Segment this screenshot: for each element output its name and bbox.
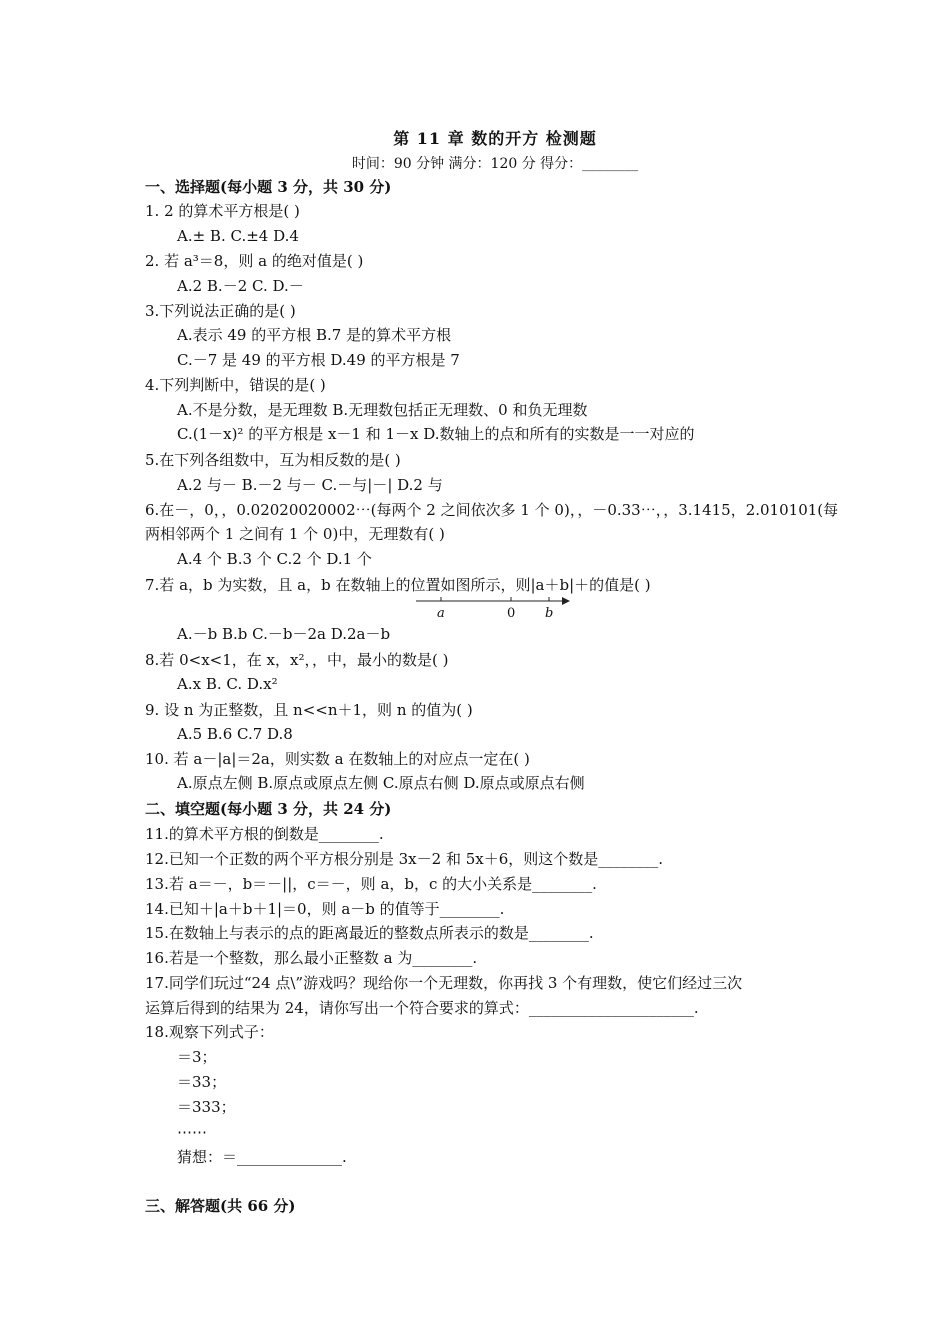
question-15: 15.在数轴上与表示的点的距离最近的整数点所表示的数是________. [145, 924, 594, 942]
question-9-options: A.5 B.6 C.7 D.8 [177, 725, 293, 743]
question-7-options: A.－b B.b C.－b－2a D.2a－b [177, 625, 391, 643]
page-title: 第 11 章 数的开方 检测题 [393, 129, 597, 148]
question-8: 8.若 0<x<1，在 x，x²，，中，最小的数是( ) [145, 651, 449, 669]
question-4-options-1: A.不是分数，是无理数 B.无理数包括正无理数、0 和负无理数 [177, 401, 588, 419]
question-6-options: A.4 个 B.3 个 C.2 个 D.1 个 [177, 550, 372, 568]
question-3-options-1: A.表示 49 的平方根 B.7 是的算术平方根 [177, 326, 452, 344]
number-line-arrow [562, 597, 570, 605]
label-b: b [545, 606, 554, 621]
question-6-line-2: 两相邻两个 1 之间有 1 个 0)中，无理数有( ) [145, 525, 445, 543]
label-a: a [437, 606, 445, 621]
question-16: 16.若是一个整数，那么最小正整数 a 为________. [145, 949, 478, 967]
pattern-line-3: ＝333； [177, 1098, 236, 1116]
pattern-line-1: ＝3； [177, 1048, 217, 1066]
pattern-line-2: ＝33； [177, 1073, 227, 1091]
question-11: 11.的算术平方根的倒数是________. [145, 825, 384, 843]
section-heading-fill: 二、填空题(每小题 3 分，共 24 分) [145, 800, 392, 818]
question-1: 1. 2 的算术平方根是( ) [145, 202, 300, 220]
question-3-options-2: C.－7 是 49 的平方根 D.49 的平方根是 7 [177, 351, 460, 369]
question-1-options: A.± B. C.±4 D.4 [177, 227, 299, 245]
question-4: 4.下列判断中，错误的是( ) [145, 376, 326, 394]
question-2-options: A.2 B.－2 C. D.－ [177, 277, 304, 295]
question-9: 9. 设 n 为正整数，且 n<<n＋1，则 n 的值为( ) [145, 701, 473, 719]
label-zero: 0 [507, 606, 516, 621]
question-17-line-1: 17.同学们玩过“24 点\”游戏吗？现给你一个无理数，你再找 3 个有理数，使它们经过三次 [145, 974, 743, 992]
question-17-line-2: 运算后得到的结果为 24，请你写出一个符合要求的算式：______________________. [145, 999, 699, 1017]
question-8-options: A.x B. C. D.x² [177, 675, 278, 693]
question-7: 7.若 a，b 为实数，且 a，b 在数轴上的位置如图所示，则|a＋b|＋的值是( ) [145, 576, 651, 594]
section-heading-answer: 三、解答题(共 66 分) [145, 1197, 296, 1215]
question-3: 3.下列说法正确的是( ) [145, 302, 296, 320]
question-13: 13.若 a＝－，b＝－||，c＝－，则 a，b，c 的大小关系是________. [145, 875, 597, 893]
pattern-ellipsis: ⋯⋯ [177, 1123, 207, 1141]
section-heading-choice: 一、选择题(每小题 3 分，共 30 分) [145, 178, 392, 196]
question-4-options-2: C.(1－x)² 的平方根是 x－1 和 1－x D.数轴上的点和所有的实数是一一对应的 [177, 425, 695, 443]
exam-meta: 时间：90 分钟 满分：120 分 得分：________ [351, 156, 639, 172]
question-14: 14.已知＋|a＋b＋1|＝0，则 a－b 的值等于________. [145, 900, 505, 918]
pattern-guess: 猜想：＝______________. [177, 1148, 347, 1166]
question-5-options: A.2 与－ B.－2 与－ C.－与|－| D.2 与 [177, 476, 443, 494]
question-18: 18.观察下列式子： [145, 1023, 274, 1041]
question-5: 5.在下列各组数中，互为相反数的是( ) [145, 451, 401, 469]
question-10: 10. 若 a－|a|＝2a，则实数 a 在数轴上的对应点一定在( ) [145, 750, 530, 768]
question-12: 12.已知一个正数的两个平方根分别是 3x－2 和 5x＋6，则这个数是________. [145, 850, 664, 868]
question-10-options: A.原点左侧 B.原点或原点左侧 C.原点右侧 D.原点或原点右侧 [177, 774, 585, 792]
question-6-line-1: 6.在－，0，，0.02020020002⋯(每两个 2 之间依次多 1 个 0)，，－0.33⋯，，3.1415，2.010101(每 [145, 501, 839, 519]
number-line-figure [412, 592, 574, 626]
question-2: 2. 若 a³＝8，则 a 的绝对值是( ) [145, 252, 364, 270]
